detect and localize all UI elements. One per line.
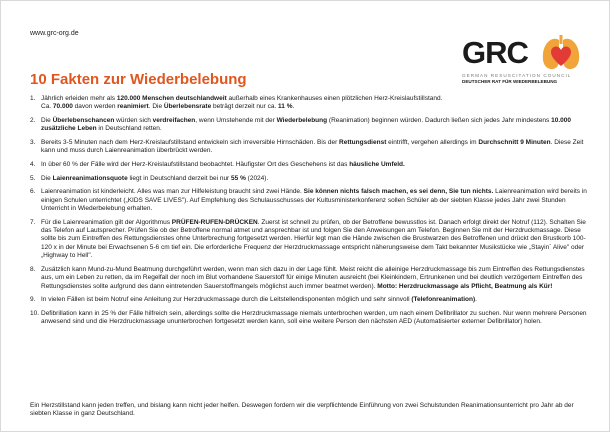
fact-text [41,175,592,183]
fact-text [41,266,592,291]
fact-text-emphasis: Sie können nichts falsch machen, es sei denn, Sie tun nichts. [303,188,494,196]
fact-item [30,139,592,156]
fact-item [30,95,592,112]
fact-number: 6. [30,188,36,196]
fact-text-segment: Ca. [41,103,53,111]
fact-text-segment: Defibrillation kann in 25 % der Fälle hilfreich sein, allerdings sollte die Herzdruckmassage niemals unterbrochen werden, um nach einem Defibrillator zu suchen. Nur wenn mehrere Personen anwesend sind und die Herzdruckmassage ununterbrochen fortgesetzt werden kann, soll eine weitere Person den nächsten AED (Automatisierter externer Defibrillator) holen. [41,309,587,326]
logo-subtitle-en: GERMAN RESUSCITATION COUNCIL [462,73,572,78]
fact-text-segment: Bereits 3-5 Minuten nach dem Herz-Kreislaufstillstand entwickeln sich irreversible Hirnschäden. Bis der [41,139,340,146]
fact-text-emphasis: 70.000 [52,103,73,111]
fact-text-emphasis: reanimiert [117,103,149,111]
fact-text-emphasis: 120.000 Menschen deutschlandweit [116,95,227,102]
fact-text-emphasis: 11 % [278,103,293,111]
fact-number: 3. [30,139,36,146]
fact-text-emphasis: verdreifachen [152,117,196,124]
fact-number: 7. [30,218,36,226]
fact-text-segment: . [292,103,295,111]
logo-subtitle-de: DEUTSCHER RAT FÜR WIEDERBELEBUNG [462,79,558,84]
website-url[interactable]: www.grc-org.de [30,30,79,37]
fact-text [41,188,592,213]
fact-text-emphasis: Überlebensrate [163,103,212,111]
grc-logo [462,36,584,98]
fact-text-segment: Die [41,174,53,182]
fact-text-segment: in Deutschland retten. [96,125,162,133]
fact-text-segment: . Die [148,103,164,111]
fact-text-emphasis: Überlebenschancen [52,117,115,124]
fact-item [30,117,592,134]
fact-text-segment: Zusätzlich kann Mund-zu-Mund Beatmung durchgeführt werden, wenn man sich dazu in der Lage fühlt. Meist reicht die alleinige Herzdruckmassage bis zum Eintreffen des Rettungsdienstes aus, um ein Leben zu retten, da im Regelfall der noch im Blut vorhandene Sauerstoff für einige Minuten ausreicht (bei Kleinkindern, Ertrunkenen und bei deutlich verzögertem Eintreffen des Rettungsdienstes sollte aufgrund des dann eintretenden Sauerstoffmangels möglichst auch immer beatmet werden). [41,265,585,290]
fact-text-segment: (Reanimation) beginnen würden. Dadurch ließen sich jedes Jahr mindestens [327,117,552,124]
fact-text-segment: eintrifft, vergehen allerdings im [386,139,479,146]
fact-item [30,175,592,183]
fact-text-segment: beträgt derzeit nur ca. [211,103,279,111]
fact-text-emphasis: 10.000 zusätzliche Leben [41,117,571,133]
fact-text-segment: außerhalb eines Krankenhauses einen plötzlichen Herz-Kreislaufstillstand. [226,95,443,102]
fact-number: 9. [30,296,36,304]
fact-item [30,161,592,169]
fact-text-emphasis: 55 % [231,174,246,182]
fact-text-segment: würden sich [114,117,153,124]
fact-number: 5. [30,174,36,182]
fact-item [30,310,592,327]
closing-paragraph: Ein Herzstillstand kann jeden treffen, und bislang kann nicht jeder helfen. Deswegen fordern wir die verpflichtende Einführung von zwei Schulstunden Reanimationsunterricht pro Jahr ab der siebten Klasse in ganz Deutschland. [30,402,574,418]
facts-list [30,95,592,332]
fact-item [30,188,592,213]
fact-text-segment: Für die Laienreanimation gilt der Algorithmus [41,218,172,226]
fact-text-emphasis: Rettungsdienst [339,139,387,146]
fact-item [30,296,592,304]
fact-text-emphasis: (Telefonreanimation) [411,296,476,304]
fact-text [41,219,592,261]
fact-text [41,161,592,169]
fact-text-segment: . [475,296,477,304]
fact-text-segment: davon werden [72,103,118,111]
fact-text-segment: . Diese Zeit kann und muss durch Laienreanimation überbrückt werden. [41,139,584,155]
fact-text-segment: (2024). [245,174,269,182]
lungs-heart-icon [540,34,582,72]
fact-text-segment: . Zuerst ist schnell zu prüfen, ob der Betroffene bewusstlos ist. Danach erfolgt direkt der Notruf (112). Schalten Sie das Telefon auf Lautsprecher. Prüfen Sie ob der Betroffene normal atmet und ansprechbar ist und folgen Sie den Anweisungen am Telefon. Beginnen Sie mit der Herzdruckmassage. Diese sollte bis zum Eintreffen des Rettungsdienstes ohne Unterbrechung fortgesetzt werden. Hierfür legt man die Hände zwischen die Brustwarzen des Betroffenen und drückt den Brustkorb 100-120 x in der Minute bei Erwachsenen 5-6 cm tief ein. Die erforderliche Frequenz der Herzdruckmassage entspricht näherungsweise dem Takt bekannter Musikstücke wie „Stayin´ Alive" oder „Highway to Hell". [41,218,586,260]
fact-number: 1. [30,95,36,102]
fact-text-emphasis: PRÜFEN-RUFEN-DRÜCKEN [171,218,258,226]
fact-number: 10. [30,309,40,317]
fact-text [41,296,592,304]
fact-text-segment: liegt in Deutschland derzeit bei nur [127,174,232,182]
fact-number: 8. [30,265,36,273]
fact-text-emphasis: Motto: Herzdruckmassage als Pflicht, Beatmung als Kür! [377,282,553,290]
fact-item [30,266,592,291]
logo-wordmark: GRC [462,35,528,70]
fact-text-segment: , wenn Umstehende mit der [195,117,277,124]
fact-text-segment: Laienreanimation ist kinderleicht. Alles was man zur Hilfeleistung braucht sind zwei Hände. [41,188,304,196]
fact-text [41,139,592,156]
fact-text-emphasis: Laienreanimationsquote [52,174,128,182]
fact-text-segment: In vielen Fällen ist beim Notruf eine Anleitung zur Herzdruckmassage durch die Leitstellendisponenten möglich und sehr sinnvoll [41,296,412,304]
fact-item [30,219,592,261]
fact-text-emphasis: häusliche Umfeld. [349,161,405,168]
fact-number: 2. [30,117,36,124]
fact-text [41,310,592,327]
fact-text-emphasis: Durchschnitt 9 Minuten [478,139,551,146]
fact-number: 4. [30,161,36,168]
fact-text-segment: Laienreanimation wird bereits in einigen Schulen unterrichtet („KIDS SAVE LIVES"). Auf Empfehlung des Schulausschusses der Kultusministerkonferenz sollen Schüler ab der siebten Klasse jedes Jahr zwei Stunden Unterricht in Wiederbelebung erhalten. [41,188,587,212]
page-title: 10 Fakten zur Wiederbelebung [30,71,247,88]
fact-text-segment: In über 60 % der Fälle wird der Herz-Kreislaufstillstand beobachtet. Häufigster Ort des Geschehens ist das [41,161,350,168]
fact-text-segment: Jährlich erleiden mehr als [41,95,117,102]
fact-text [41,117,592,134]
fact-text-segment: Die [41,117,53,124]
fact-text-emphasis: Wiederbelebung [276,117,328,124]
fact-text [41,95,592,112]
